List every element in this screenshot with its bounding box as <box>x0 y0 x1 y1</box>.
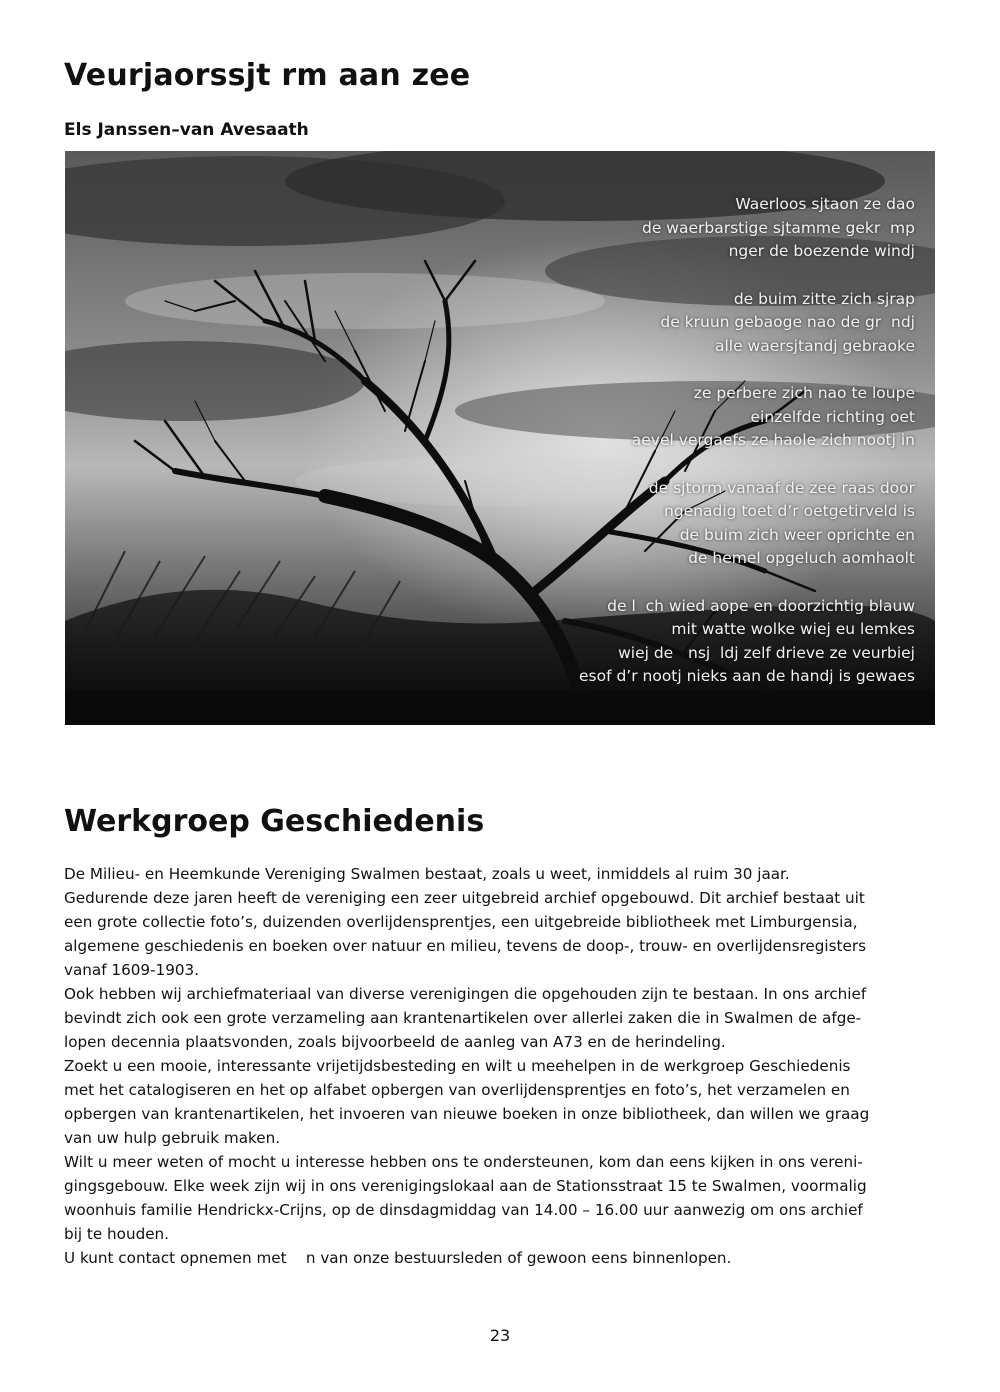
poem-line: de buim zitte zich sjrap <box>733 289 915 308</box>
article-body <box>64 862 936 1270</box>
article-line: Gedurende deze jaren heeft de vereniging een zeer uitgebreid archief opgebouwd. Dit archief bestaat uit <box>64 889 865 907</box>
poem-line: alle waersjtandj gebraoke <box>714 336 915 355</box>
poem-line: ze perbere zich nao te loupe <box>693 384 915 402</box>
poem-line: ngenadig toet d’r oetgetirveld is <box>664 502 915 520</box>
article-line: Zoekt u een mooie, interessante vrijetijdsbesteding en wilt u meehelpen in de werkgroep Geschiedenis <box>64 1057 851 1075</box>
tree-photo <box>65 151 935 725</box>
poem-author: Els Janssen–van Avesaath <box>64 120 309 140</box>
poem-line: de buim zich weer oprichte en <box>679 525 915 544</box>
article-line: Wilt u meer weten of mocht u interesse hebben ons te ondersteunen, kom dan eens kijken in ons vereni- <box>64 1153 863 1171</box>
poem-line: de l ch wied aope en doorzichtig blauw <box>607 596 915 615</box>
poem-line: de kruun gebaoge nao de gr ndj <box>660 313 915 331</box>
article-line: woonhuis familie Hendrickx-Crijns, op de dinsdagmiddag van 14.00 – 16.00 uur aanwezig om ons archief <box>64 1201 863 1219</box>
article-line: De Milieu- en Heemkunde Vereniging Swalmen bestaat, zoals u weet, inmiddels al ruim 30 jaar. <box>64 865 790 883</box>
article-line: lopen decennia plaatsvonden, zoals bijvoorbeeld de aanleg van A73 en de herindeling. <box>64 1033 726 1051</box>
poem-line: mit watte wolke wiej eu lemkes <box>671 620 915 638</box>
article-line: Ook hebben wij archiefmateriaal van diverse verenigingen die opgehouden zijn te bestaan. In ons archief <box>64 985 867 1003</box>
article-line: een grote collectie foto’s, duizenden overlijdensprentjes, een uitgebreide bibliotheek met Limburgensia, <box>64 913 858 931</box>
poem-stanza <box>579 477 915 571</box>
poem-line: aevel vergaefs ze haole zich nootj in <box>631 431 915 449</box>
poem-line: einzelfde richting oet <box>750 407 915 426</box>
poem-line: nger de boezende windj <box>728 242 915 260</box>
poem <box>579 193 915 689</box>
article-title: Werkgroep Geschiedenis <box>64 804 485 839</box>
poem-line: Waerloos sjtaon ze dao <box>735 195 915 213</box>
page-number: 23 <box>489 1326 511 1345</box>
article-line: van uw hulp gebruik maken. <box>64 1129 281 1147</box>
poem-stanza <box>579 288 915 359</box>
poem-line: de waerbarstige sjtamme gekr mp <box>642 218 915 237</box>
poem-line: de sjtorm vanaaf de zee raas door <box>648 478 915 497</box>
poem-line: esof d’r nootj nieks aan de handj is gewaes <box>578 667 915 685</box>
poem-stanza <box>579 382 915 453</box>
poem-title: Veurjaorssjt rm aan zee <box>64 58 471 93</box>
article-line: met het catalogiseren en het op alfabet opbergen van overlijdensprentjes en foto’s, het verzamelen en <box>64 1081 850 1099</box>
article-line: U kunt contact opnemen met n van onze bestuursleden of gewoon eens binnenlopen. <box>64 1249 732 1267</box>
article-line: gingsgebouw. Elke week zijn wij in ons verenigingslokaal aan de Stationsstraat 15 te Swalmen, voormalig <box>64 1177 867 1195</box>
poem-line: de hemel opgeluch aomhaolt <box>688 549 915 567</box>
poem-stanza <box>579 595 915 689</box>
article-line: vanaf 1609-1903. <box>64 961 200 979</box>
article-line: opbergen van krantenartikelen, het invoeren van nieuwe boeken in onze bibliotheek, dan willen we graag <box>64 1105 870 1123</box>
poem-line: wiej de nsj ldj zelf drieve ze veurbiej <box>618 643 915 662</box>
article-line: bevindt zich ook een grote verzameling aan krantenartikelen over allerlei zaken die in Swalmen de afge- <box>64 1009 862 1027</box>
poem-stanza <box>579 193 915 264</box>
article-line: algemene geschiedenis en boeken over natuur en milieu, tevens de doop-, trouw- en overlijdensregisters <box>64 937 867 955</box>
article-line: bij te houden. <box>64 1225 170 1243</box>
